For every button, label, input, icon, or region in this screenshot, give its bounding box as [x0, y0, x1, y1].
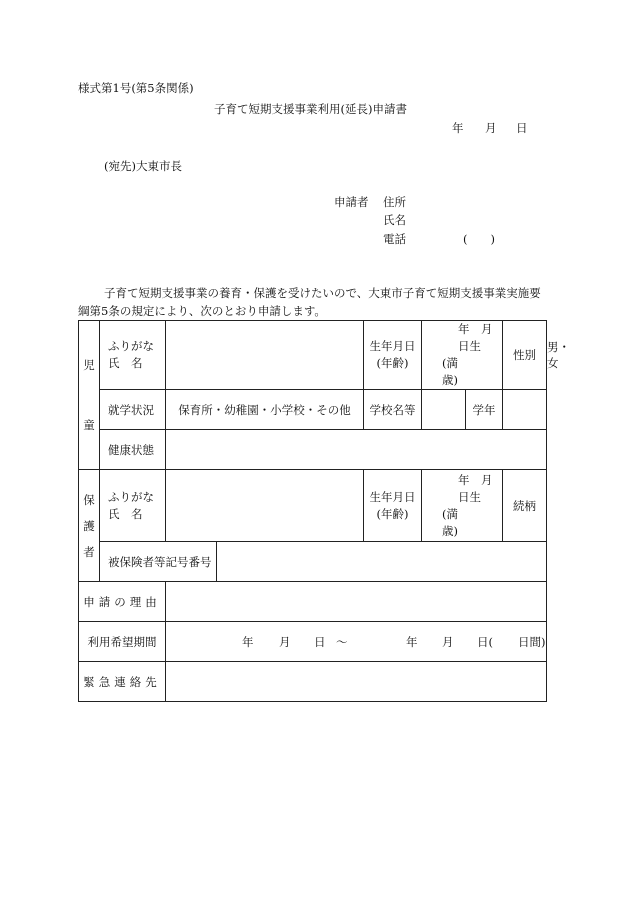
- period-row: [79, 622, 547, 662]
- reason-label: 申請の理由: [79, 582, 166, 622]
- reason-row: [79, 582, 547, 622]
- child-gender-label: 性別: [503, 321, 547, 390]
- period-month2: 月: [442, 634, 454, 649]
- child-school-name-label: 学校名等: [364, 390, 422, 430]
- addressee: (宛先)大東市長: [104, 159, 182, 173]
- period-month1: 月: [279, 634, 291, 649]
- form-number: 様式第1号(第5条関係): [78, 81, 194, 95]
- child-school-status-label: 就学状況: [100, 390, 166, 430]
- child-school-status-field[interactable]: 保育所・幼稚園・小学校・その他: [166, 390, 364, 430]
- guardian-insurance-field[interactable]: [217, 542, 547, 582]
- period-field[interactable]: [166, 622, 547, 662]
- child-name-field[interactable]: [166, 321, 364, 390]
- guardian-row-insurance: [79, 542, 547, 582]
- child-health-label: 健康状態: [100, 430, 166, 470]
- applicant-address-label: 住所: [383, 195, 406, 209]
- form-title: 子育て短期支援事業利用(延長)申請書: [214, 102, 407, 116]
- child-row-school: [79, 390, 547, 430]
- guardian-section-label: 保 護 者: [79, 470, 100, 582]
- guardian-row-name: [79, 470, 547, 542]
- emergency-label: 緊急連絡先: [79, 662, 166, 702]
- child-name-label: ふりがな 氏 名: [100, 321, 166, 390]
- child-grade-label: 学年: [466, 390, 503, 430]
- period-year1: 年: [242, 634, 254, 649]
- date-month-label: 月: [485, 121, 497, 135]
- child-school-name-field[interactable]: [422, 390, 466, 430]
- applicant-phone-paren: ( ): [463, 232, 495, 246]
- application-table: [78, 320, 571, 702]
- emergency-field[interactable]: [166, 662, 547, 702]
- guardian-birth-field[interactable]: 年 月 日生 (満 歳): [422, 470, 503, 542]
- period-year2: 年: [406, 634, 418, 649]
- child-row-name: 児 童 ふりがな 氏 名 生年月日 (年齢) 年 月 日生 (満 歳) 性別 男・女: [79, 321, 547, 390]
- body-text-line1: 子育て短期支援事業の養育・保護を受けたいので、大東市子育て短期支援事業実施要: [104, 286, 541, 300]
- body-text-line2: 綱第5条の規定により、次のとおり申請します。: [78, 304, 326, 318]
- emergency-row: [79, 662, 547, 702]
- reason-field[interactable]: [166, 582, 547, 622]
- period-tilde: ～: [336, 634, 348, 649]
- period-days: 日間): [518, 634, 546, 649]
- period-label: 利用希望期間: [79, 622, 166, 662]
- guardian-name-field[interactable]: [166, 470, 364, 542]
- applicant-name-label: 氏名: [383, 213, 406, 227]
- child-birth-field[interactable]: 年 月 日生 (満 歳): [422, 321, 503, 390]
- child-row-health: [79, 430, 547, 470]
- date-year-label: 年: [452, 121, 464, 135]
- child-birth-label: 生年月日 (年齢): [364, 321, 422, 390]
- guardian-relation-label: 続柄: [503, 470, 547, 542]
- child-section-label: 児 童: [79, 321, 100, 470]
- child-health-field[interactable]: [166, 430, 547, 470]
- applicant-phone-label: 電話: [383, 232, 406, 246]
- guardian-birth-label: 生年月日 (年齢): [364, 470, 422, 542]
- period-day1: 日: [314, 634, 326, 649]
- period-day2: 日(: [477, 634, 493, 649]
- applicant-label: 申請者: [334, 195, 369, 209]
- child-grade-field[interactable]: [503, 390, 547, 430]
- date-day-label: 日: [516, 121, 528, 135]
- guardian-name-label: ふりがな 氏 名: [100, 470, 166, 542]
- guardian-insurance-label: 被保険者等記号番号: [100, 542, 217, 582]
